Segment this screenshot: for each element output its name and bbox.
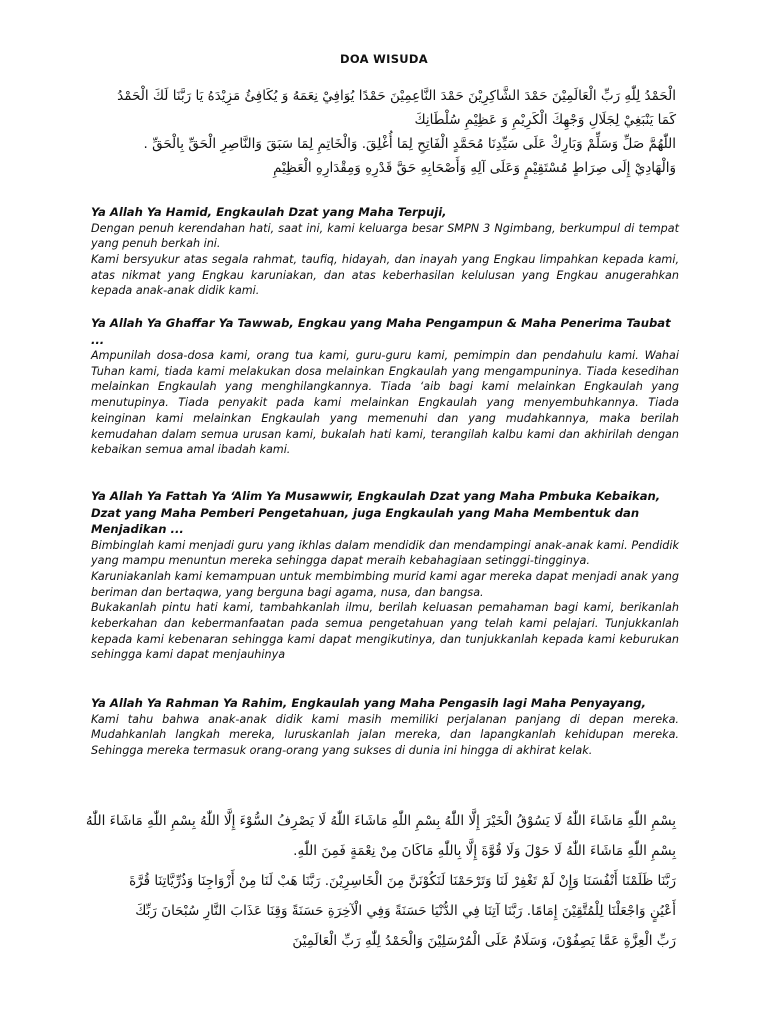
- section-fattah: [91, 488, 679, 663]
- section-heading: Ya Allah Ya Fattah Ya ‘Alim Ya Musawwir, Engkaulah Dzat yang Maha Pmbuka Kebaikan, Dzat yang Maha Pemberi Pengetahuan, juga Engkaulah yang Maha Membentuk dan Menjadikan ...: [91, 489, 661, 536]
- arabic-line: كَمَا يَنْبَغِيْ لِجَلَالِ وَجْهِكَ الْكَرِيْمِ وَ عَظِيْمِ سُلْطَانِكَ: [414, 112, 676, 128]
- section-heading: Ya Allah Ya Hamid, Engkaulah Dzat yang Maha Terpuji,: [91, 205, 447, 219]
- arabic-line: بِسْمِ اللّٰهِ مَاشَاءَ اللّٰهُ لَا حَوْلَ وَلَا قُوَّةَ إِلَّا بِاللّٰهِ مَاكَانَ مِنْ نِعْمَةٍ فَمِنَ اللّٰهِ.: [293, 843, 676, 859]
- arabic-line: اللّٰهُمَّ صَلِّ وَسَلِّمْ وَبَارِكْ عَلَى سَيِّدِنَا مُحَمَّدٍ الْفَاتِحِ لِمَا أُغْلِقَ. وَالْخَاتِمِ لِمَا سَبَقَ وَالنَّاصِرِ الْحَقِّ بِالْحَقِّ .: [143, 136, 676, 152]
- arabic-opening-prayer: [76, 84, 676, 180]
- arabic-line: الْحَمْدُ لِلّٰهِ رَبِّ الْعَالَمِيْنَ حَمْدَ الشَّاكِرِيْنَ حَمْدَ النَّاعِمِيْنَ حَمْدًا يُوَافِيْ نِعَمَهُ وَ يُكَافِئُ مَزِيْدَهُ يَا رَبَّنَا لَكَ الْحَمْدُ: [117, 88, 676, 104]
- arabic-closing-prayer: [76, 806, 676, 956]
- arabic-line: بِسْمِ اللّٰهِ مَاشَاءَ اللّٰهُ لَا يَسُوْقُ الْخَيْرَ إِلَّا اللّٰهُ بِسْمِ اللّٰهِ مَاشَاءَ اللّٰهُ لَا يَصْرِفُ السُّوْءَ إِلَّا اللّٰهُ بِسْمِ اللّٰهِ مَاشَاءَ اللّٰهُ: [85, 813, 676, 829]
- section-ghaffar: [91, 315, 679, 458]
- section-paragraph: Bimbinglah kami menjadi guru yang ikhlas dalam mendidik dan mendampingi anak-anak kami. Pendidik yang mampu menuntun mereka sehingga dapat meraih kebahagiaan setinggi-tingginya.: [91, 538, 679, 568]
- section-heading: Ya Allah Ya Rahman Ya Rahim, Engkaulah yang Maha Pengasih lagi Maha Penyayang,: [91, 696, 646, 710]
- section-paragraph: Dengan penuh kerendahan hati, saat ini, kami keluarga besar SMPN 3 Ngimbang, berkumpul di tempat yang penuh berkah ini.: [91, 221, 679, 251]
- document-title: DOA WISUDA: [340, 52, 428, 66]
- section-paragraph: Karuniakanlah kami kemampuan untuk membimbing murid kami agar mereka dapat menjadi anak yang beriman dan bertaqwa, yang berguna bagi agama, nusa, dan bangsa.: [91, 569, 679, 599]
- arabic-line: رَبَّنَا ظَلَمْنَا أَنْفُسَنَا وَإِنْ لَمْ تَغْفِرْ لَنَا وَتَرْحَمْنَا لَنَكُوْنَنَّ مِنَ الْخَاسِرِيْنَ. رَبَّنَا هَبْ لَنَا مِنْ أَزْوَاجِنَا وَذُرِّيَّاتِنَا قُرَّةَ: [129, 873, 676, 889]
- section-heading: Ya Allah Ya Ghaffar Ya Tawwab, Engkau yang Maha Pengampun & Maha Penerima Taubat ...: [91, 316, 671, 347]
- section-rahman: [91, 695, 679, 759]
- section-paragraph: Bukakanlah pintu hati kami, tambahkanlah ilmu, berilah keluasan pemahaman bagi kami, berikanlah keberkahan dan kebermanfaatan pada semua pengetahuan yang telah kami pelajari. Tunjukkanlah kepada kami kebenaran sehingga kami dapat mengikutinya, dan tunjukkanlah kepada kami keburukan sehingga kami dapat menjauhinya: [91, 601, 679, 662]
- section-paragraph: Kami bersyukur atas segala rahmat, taufiq, hidayah, dan inayah yang Engkau limpahkan kepada kami, atas nikmat yang Engkau karuniakan, dan atas keberhasilan kelulusan yang Engkau anugerahkan kepada anak-anak didik kami.: [91, 252, 679, 298]
- arabic-line: وَالْهَادِيْ إِلَى صِرَاطٍ مُسْتَقِيْمٍ وَعَلَى آلِهِ وَأَصْحَابِهِ حَقَّ قَدْرِهِ وَمِقْدَارِهِ الْعَظِيْمِ: [273, 160, 676, 176]
- section-paragraph: Ampunilah dosa-dosa kami, orang tua kami, guru-guru kami, pemimpin dan pendahulu kami. Wahai Tuhan kami, tiada kami melakukan dosa melainkan Engkaulah yang mengampuninya. Tiada kesedihan melainkan Engkaulah yang menghilangkannya. Tiada ‘aib bagi kami melainkan Engkaulah yang menutupinya. Tiada penyakit pada kami melainkan Engkaulah yang menyembuhkannya. Tiada keinginan kami melainkan Engkaulah yang memenuhi dan yang mudahkannya, maka berilah kemudahan dalam semua urusan kami, bukalah hati kami, terangilah kalbu kami dan akhirilah dengan kebaikan semua amal ibadah kami.: [91, 349, 679, 457]
- arabic-line: رَبِّ الْعِزَّةِ عَمَّا يَصِفُوْنَ، وَسَلَامٌ عَلَى الْمُرْسَلِيْنَ وَالْحَمْدُ لِلّٰهِ رَبِّ الْعَالَمِيْنَ: [292, 933, 676, 949]
- section-hamid: [91, 204, 679, 299]
- arabic-line: أَعْيُنٍ وَاجْعَلْنَا لِلْمُتَّقِيْنَ إِمَامًا. رَبَّنَا آتِنَا فِي الدُّنْيَا حَسَنَةً وَفِي الْآخِرَةِ حَسَنَةً وَقِنَا عَذَابَ النَّارِ سُبْحَانَ رَبِّكَ: [135, 903, 676, 919]
- section-paragraph: Kami tahu bahwa anak-anak didik kami masih memiliki perjalanan panjang di depan mereka. Mudahkanlah langkah mereka, luruskanlah jalan mereka, dan lapangkanlah kehidupan mereka. Sehingga mereka termasuk orang-orang yang sukses di dunia ini hingga di akhirat kelak.: [91, 712, 679, 757]
